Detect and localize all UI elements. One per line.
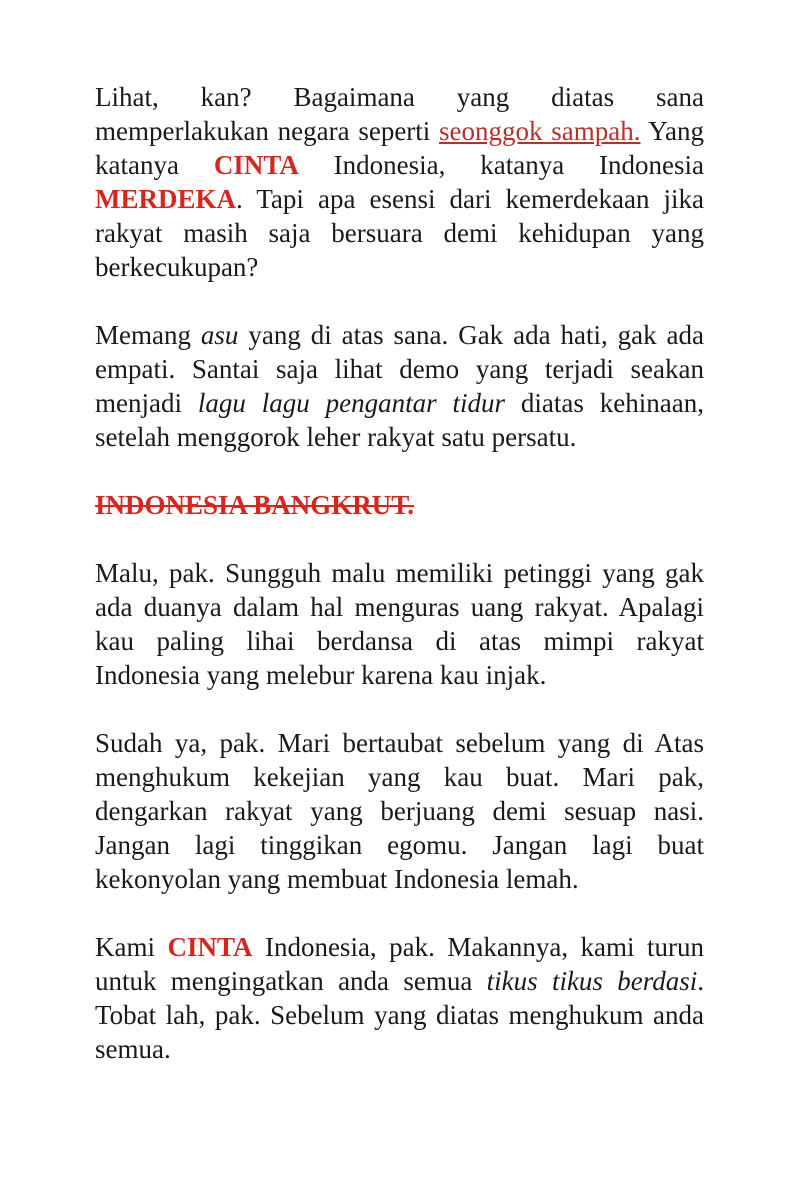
indonesia-bangkrut-heading: INDONESIA BANGKRUT. <box>95 490 415 520</box>
paragraph-3: Malu, pak. Sungguh malu memiliki petinggi yang gak ada duanya dalam hal menguras uang rakyat. Apalagi kau paling lihai berdansa di atas mimpi rakyat Indonesia yang melebur karena kau injak. <box>95 558 704 690</box>
p5-text-a: Kami <box>95 932 168 962</box>
p1-text-c: Indonesia, katanya Indonesia <box>298 150 705 180</box>
asu-italic: asu <box>200 320 239 350</box>
p5-text-c: . Tobat lah, pak. Sebelum yang diatas menghukum anda semua. <box>95 966 704 1064</box>
paragraph-1 <box>95 80 704 284</box>
p5-text-b: Indonesia, pak. Makannya, kami turun untuk mengingatkan anda semua <box>95 932 704 996</box>
lagu-italic: lagu lagu pengantar tidur <box>197 388 506 418</box>
paragraph-2 <box>95 318 704 454</box>
cinta-emphasis: CINTA <box>213 150 299 180</box>
tikus-italic: tikus tikus berdasi <box>486 966 698 996</box>
merdeka-emphasis: MERDEKA <box>95 184 236 214</box>
p2-text-c: diatas kehinaan, setelah menggorok leher rakyat satu persatu. <box>95 388 704 452</box>
p1-text-a: Lihat, kan? Bagaimana yang diatas sana memperlakukan negara seperti <box>95 82 704 146</box>
paragraph-5 <box>95 930 704 1066</box>
p1-text-d: . Tapi apa esensi dari kemerdekaan jika rakyat masih saja bersuara demi kehidupan yang berkecukupan? <box>95 184 704 282</box>
cinta-emphasis-2: CINTA <box>167 932 253 962</box>
p1-text-b: Yang katanya <box>95 116 705 180</box>
strikethrough-heading <box>95 488 704 522</box>
p2-text-a: Memang <box>95 320 201 350</box>
paragraph-4: Sudah ya, pak. Mari bertaubat sebelum yang di Atas menghukum kekejian yang kau buat. Mari pak, dengarkan rakyat yang berjuang demi sesuap nasi. Jangan lagi tinggikan egomu. Jangan lagi buat kekonyolan yang membuat Indonesia lemah. <box>95 728 704 894</box>
document-body <box>95 80 704 1066</box>
p2-text-b: yang di atas sana. Gak ada hati, gak ada empati. Santai saja lihat demo yang terjadi seakan menjadi <box>95 320 705 418</box>
seonggok-sampah-link[interactable]: seonggok sampah. <box>439 116 641 146</box>
